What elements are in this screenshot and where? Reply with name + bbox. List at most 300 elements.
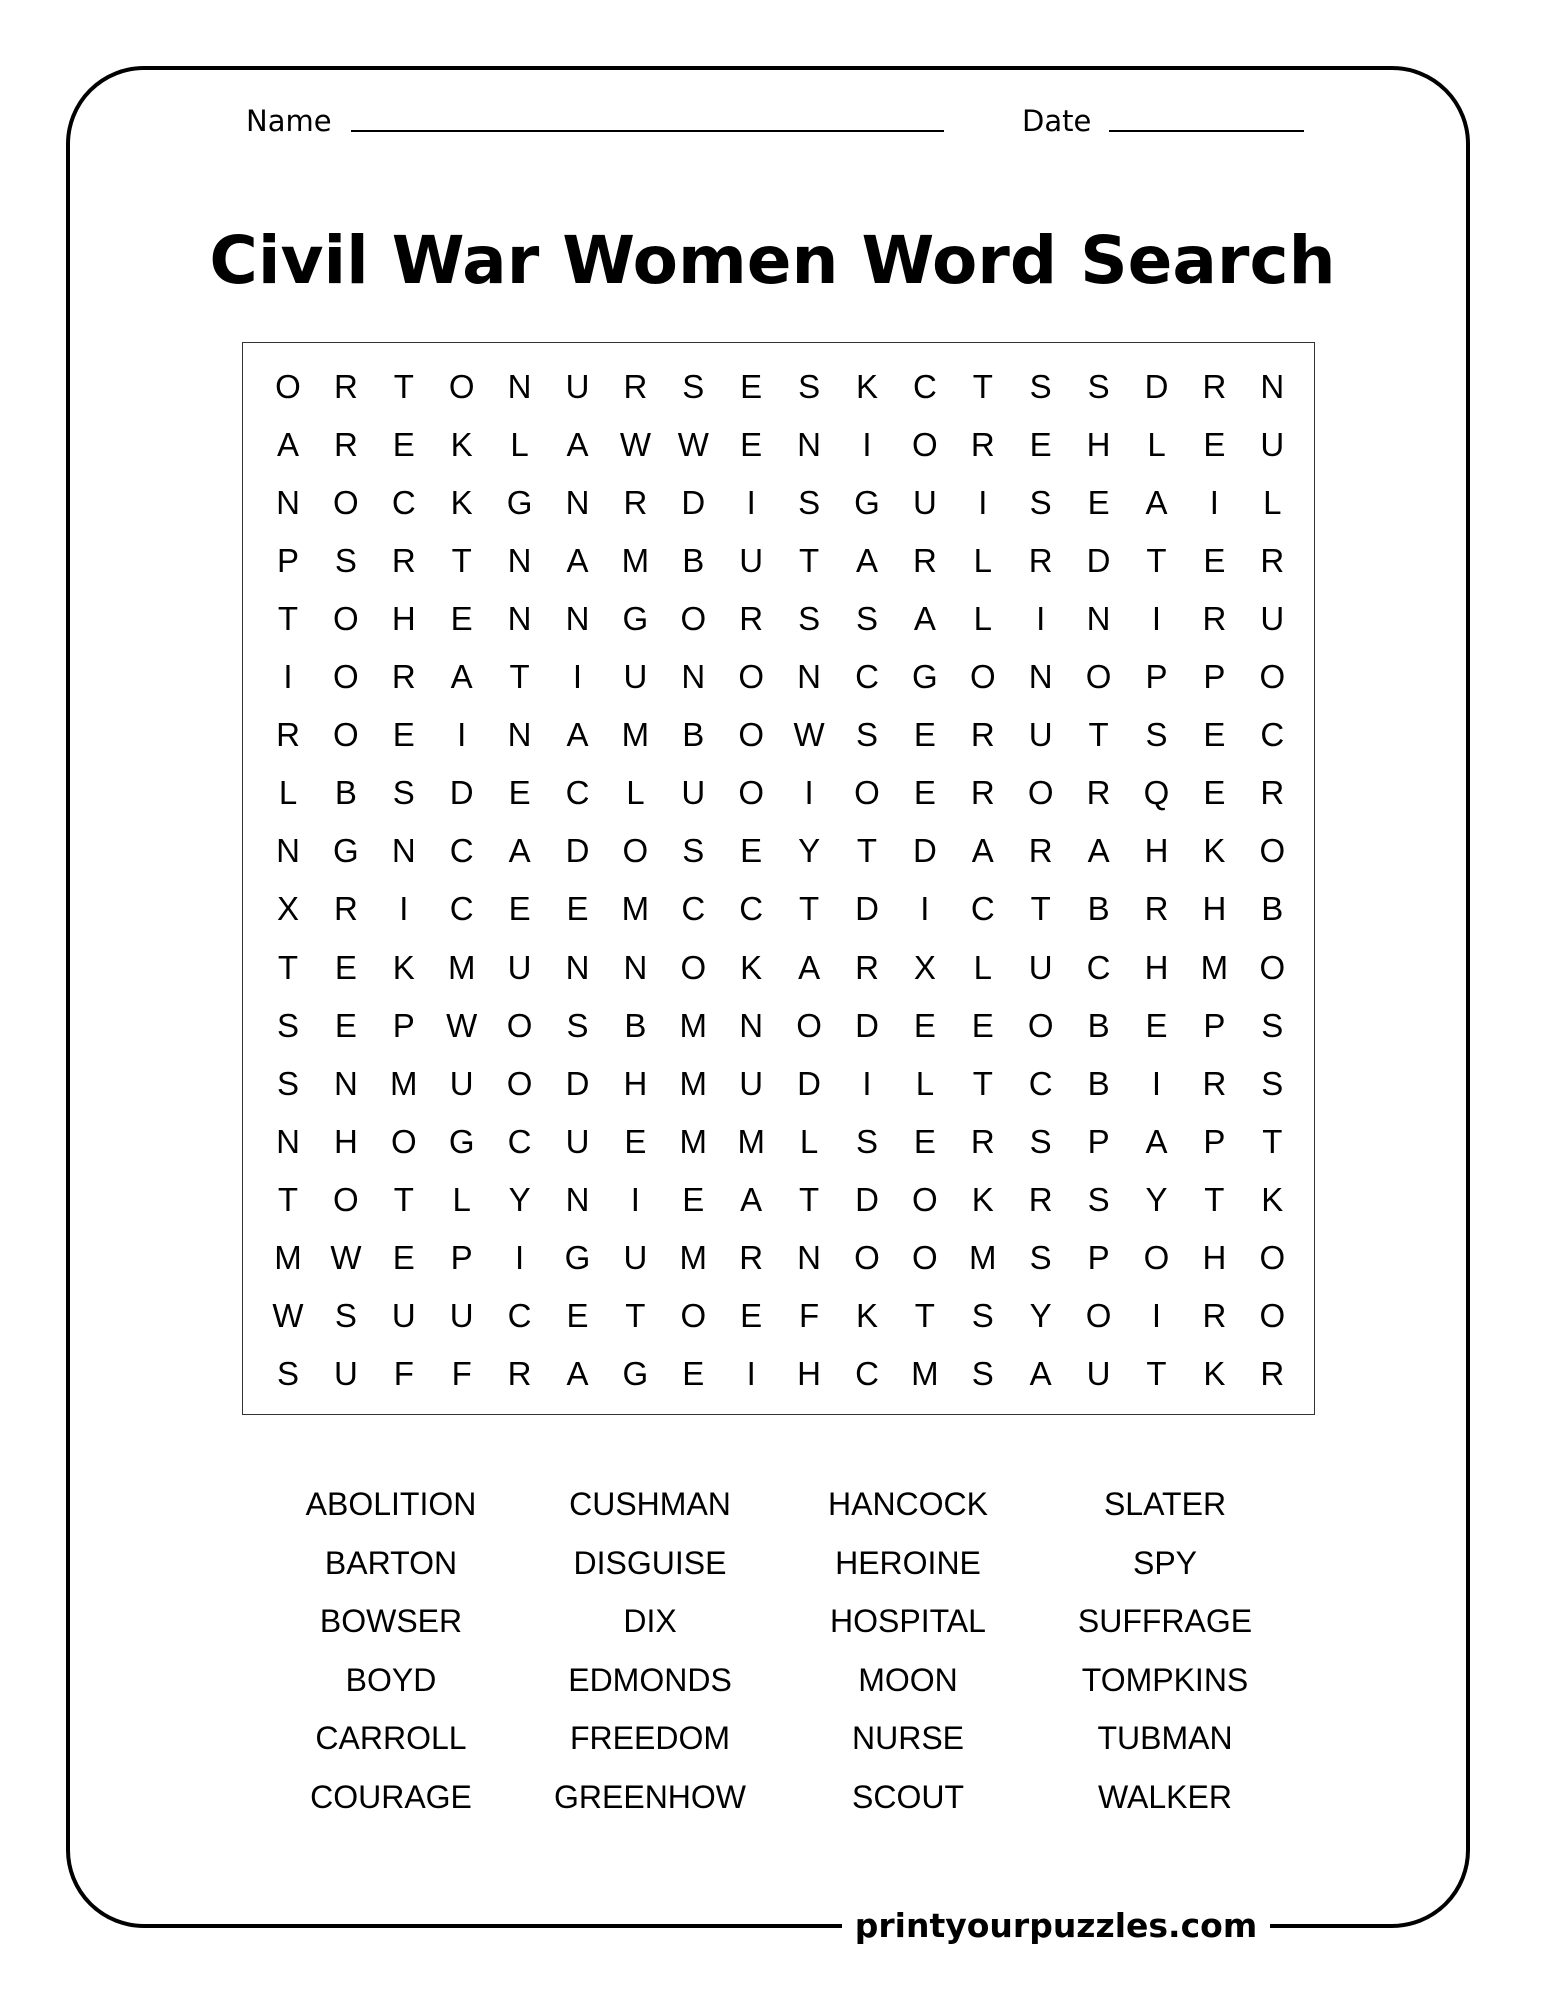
grid-letter[interactable]: T [1146, 1354, 1167, 1392]
grid-letter[interactable]: L [915, 1064, 935, 1102]
grid-letter[interactable]: L [799, 1122, 819, 1160]
grid-letter[interactable]: C [1260, 716, 1285, 754]
grid-letter[interactable]: M [679, 1122, 708, 1160]
grid-letter[interactable]: E [1203, 716, 1226, 754]
grid-letter[interactable]: O [390, 1122, 417, 1160]
grid-letter[interactable]: R [1086, 774, 1111, 812]
grid-letter[interactable]: T [856, 832, 878, 870]
grid-letter[interactable]: K [450, 426, 473, 464]
grid-letter[interactable]: R [739, 600, 764, 638]
grid-letter[interactable]: E [1203, 426, 1226, 464]
grid-letter[interactable]: L [1263, 484, 1282, 522]
grid-letter[interactable]: R [912, 542, 937, 580]
grid-letter[interactable]: N [797, 426, 822, 464]
grid-letter[interactable]: L [1147, 426, 1166, 464]
grid-letter[interactable]: E [334, 1006, 357, 1044]
grid-letter[interactable]: O [333, 484, 359, 522]
grid-letter[interactable]: S [334, 542, 357, 580]
grid-letter[interactable]: D [681, 484, 706, 522]
grid-letter[interactable]: P [1203, 1006, 1226, 1044]
grid-letter[interactable]: S [276, 1006, 299, 1044]
grid-letter[interactable]: B [682, 542, 705, 580]
grid-letter[interactable]: E [1203, 774, 1226, 812]
grid-letter[interactable]: O [1259, 832, 1286, 870]
grid-letter[interactable]: N [797, 1238, 822, 1276]
grid-letter[interactable]: I [978, 484, 988, 522]
grid-letter[interactable]: M [274, 1238, 302, 1276]
grid-letter[interactable]: F [799, 1296, 820, 1334]
grid-letter[interactable]: N [623, 948, 648, 986]
grid-letter[interactable]: R [391, 542, 416, 580]
grid-letter[interactable]: U [565, 1122, 590, 1160]
grid-letter[interactable]: Y [798, 832, 821, 870]
grid-letter[interactable]: C [449, 890, 474, 928]
grid-letter[interactable]: C [681, 890, 706, 928]
grid-letter[interactable]: O [275, 368, 301, 405]
grid-letter[interactable]: H [1144, 832, 1169, 870]
grid-letter[interactable]: E [508, 774, 531, 812]
grid-letter[interactable]: R [333, 890, 358, 928]
grid-letter[interactable]: O [738, 716, 765, 754]
grid-letter[interactable]: G [622, 1354, 649, 1392]
grid-letter[interactable]: R [970, 774, 995, 812]
grid-letter[interactable]: E [334, 948, 357, 986]
grid-letter[interactable]: E [740, 832, 763, 870]
grid-letter[interactable]: T [393, 368, 414, 405]
grid-letter[interactable]: G [506, 484, 533, 522]
grid-letter[interactable]: L [510, 426, 529, 464]
grid-letter[interactable]: A [566, 1354, 589, 1392]
grid-letter[interactable]: A [1145, 484, 1168, 522]
grid-letter[interactable]: M [737, 1122, 765, 1160]
grid-letter[interactable]: T [625, 1296, 646, 1334]
grid-letter[interactable]: N [565, 484, 590, 522]
grid-letter[interactable]: S [1029, 1122, 1052, 1160]
grid-letter[interactable]: R [1202, 368, 1227, 405]
grid-letter[interactable]: C [912, 368, 937, 405]
grid-letter[interactable]: M [1200, 948, 1229, 986]
grid-letter[interactable]: I [515, 1238, 525, 1276]
grid-letter[interactable]: I [457, 716, 467, 754]
grid-letter[interactable]: E [392, 426, 415, 464]
grid-letter[interactable]: O [333, 716, 359, 754]
grid-letter[interactable]: E [682, 1354, 705, 1392]
grid-letter[interactable]: N [507, 600, 532, 638]
grid-letter[interactable]: O [333, 1180, 359, 1218]
grid-letter[interactable]: A [913, 600, 936, 638]
grid-letter[interactable]: P [1145, 658, 1168, 696]
grid-letter[interactable]: S [566, 1006, 589, 1044]
grid-letter[interactable]: M [911, 1354, 939, 1392]
grid-letter[interactable]: E [392, 716, 415, 754]
grid-letter[interactable]: E [450, 600, 473, 638]
grid-letter[interactable]: L [278, 774, 298, 812]
grid-letter[interactable]: S [276, 1354, 299, 1392]
grid-letter[interactable]: T [393, 1180, 414, 1218]
grid-letter[interactable]: S [1261, 1064, 1284, 1102]
grid-letter[interactable]: P [450, 1238, 473, 1276]
grid-letter[interactable]: I [572, 658, 583, 696]
grid-letter[interactable]: S [971, 1296, 994, 1334]
grid-letter[interactable]: K [1203, 1354, 1226, 1392]
grid-letter[interactable]: M [447, 948, 476, 986]
grid-letter[interactable]: H [333, 1122, 358, 1160]
grid-letter[interactable]: N [797, 658, 822, 696]
grid-letter[interactable]: E [740, 368, 763, 405]
grid-letter[interactable]: W [330, 1238, 362, 1276]
grid-letter[interactable]: R [1028, 542, 1053, 580]
grid-letter[interactable]: U [912, 484, 937, 522]
grid-letter[interactable]: E [508, 890, 531, 928]
grid-letter[interactable]: O [1259, 658, 1286, 696]
grid-letter[interactable]: S [334, 1296, 357, 1334]
grid-letter[interactable]: T [799, 890, 820, 928]
grid-letter[interactable]: S [1145, 716, 1168, 754]
grid-letter[interactable]: A [450, 658, 473, 696]
grid-letter[interactable]: B [1261, 890, 1284, 928]
grid-letter[interactable]: H [1086, 426, 1111, 464]
grid-letter[interactable]: A [566, 542, 589, 580]
grid-letter[interactable]: C [507, 1122, 532, 1160]
grid-letter[interactable]: K [1203, 832, 1226, 870]
grid-letter[interactable]: O [506, 1064, 533, 1102]
grid-letter[interactable]: C [391, 484, 416, 522]
grid-letter[interactable]: F [393, 1354, 414, 1392]
grid-letter[interactable]: C [1028, 1064, 1053, 1102]
grid-letter[interactable]: T [799, 542, 820, 580]
grid-letter[interactable]: E [682, 1180, 705, 1218]
grid-letter[interactable]: E [1145, 1006, 1168, 1044]
grid-letter[interactable]: N [507, 716, 532, 754]
grid-letter[interactable]: N [333, 1064, 358, 1102]
grid-letter[interactable]: L [452, 1180, 471, 1218]
grid-letter[interactable]: S [276, 1064, 299, 1102]
grid-letter[interactable]: T [277, 600, 299, 638]
grid-letter[interactable]: D [565, 1064, 590, 1102]
grid-letter[interactable]: O [448, 368, 475, 405]
grid-letter[interactable]: O [1259, 948, 1286, 986]
grid-letter[interactable]: E [1203, 542, 1226, 580]
grid-letter[interactable]: C [449, 832, 474, 870]
grid-letter[interactable]: S [855, 600, 878, 638]
grid-letter[interactable]: I [804, 774, 814, 812]
grid-letter[interactable]: R [1260, 774, 1285, 812]
grid-letter[interactable]: K [855, 1296, 878, 1334]
grid-letter[interactable]: E [913, 774, 936, 812]
grid-letter[interactable]: S [971, 1354, 994, 1392]
grid-letter[interactable]: B [334, 774, 357, 812]
grid-letter[interactable]: A [566, 716, 589, 754]
grid-letter[interactable]: W [677, 426, 709, 464]
grid-letter[interactable]: S [855, 1122, 878, 1160]
grid-letter[interactable]: T [914, 1296, 935, 1334]
grid-letter[interactable]: E [1029, 426, 1052, 464]
grid-letter[interactable]: U [565, 368, 590, 405]
grid-letter[interactable]: R [970, 426, 995, 464]
grid-letter[interactable]: S [682, 832, 705, 870]
grid-letter[interactable]: D [565, 832, 590, 870]
grid-letter[interactable]: I [862, 426, 872, 464]
grid-letter[interactable]: K [855, 368, 878, 405]
grid-letter[interactable]: P [392, 1006, 415, 1044]
grid-letter[interactable]: D [912, 832, 937, 870]
grid-letter[interactable]: R [739, 1238, 764, 1276]
grid-letter[interactable]: N [1086, 600, 1111, 638]
grid-letter[interactable]: S [682, 368, 705, 405]
grid-letter[interactable]: O [912, 1180, 938, 1218]
grid-letter[interactable]: I [1209, 484, 1219, 522]
grid-letter[interactable]: R [855, 948, 879, 986]
grid-letter[interactable]: T [799, 1180, 820, 1218]
grid-letter[interactable]: O [680, 600, 707, 638]
grid-letter[interactable]: P [1087, 1238, 1110, 1276]
grid-letter[interactable]: O [333, 658, 359, 696]
grid-letter[interactable]: S [1029, 1238, 1052, 1276]
grid-letter[interactable]: R [970, 716, 995, 754]
grid-letter[interactable]: M [621, 716, 650, 754]
grid-letter[interactable]: H [623, 1064, 648, 1102]
grid-letter[interactable]: U [1260, 426, 1285, 464]
grid-letter[interactable]: C [739, 890, 764, 928]
grid-letter[interactable]: R [1260, 542, 1285, 580]
grid-letter[interactable]: N [276, 1122, 300, 1160]
grid-letter[interactable]: E [913, 1006, 936, 1044]
grid-letter[interactable]: A [1087, 832, 1110, 870]
grid-letter[interactable]: G [854, 484, 880, 522]
grid-letter[interactable]: U [623, 658, 648, 696]
grid-letter[interactable]: S [1087, 368, 1110, 405]
grid-letter[interactable]: I [1151, 1296, 1162, 1334]
grid-letter[interactable]: M [621, 542, 650, 580]
grid-letter[interactable]: L [973, 948, 992, 986]
grid-letter[interactable]: B [1087, 890, 1110, 928]
grid-letter[interactable]: R [333, 368, 358, 405]
grid-letter[interactable]: C [507, 1296, 532, 1334]
grid-letter[interactable]: T [1262, 1122, 1283, 1160]
grid-letter[interactable]: U [333, 1354, 358, 1392]
grid-letter[interactable]: O [680, 1296, 707, 1334]
grid-letter[interactable]: N [565, 948, 590, 986]
grid-letter[interactable]: K [1261, 1180, 1284, 1218]
grid-letter[interactable]: I [746, 484, 756, 522]
date-field-line[interactable] [1109, 130, 1304, 132]
grid-letter[interactable]: Y [508, 1180, 531, 1218]
grid-letter[interactable]: O [969, 658, 996, 696]
grid-letter[interactable]: O [912, 1238, 938, 1276]
grid-letter[interactable]: X [276, 890, 299, 928]
grid-letter[interactable]: U [681, 774, 706, 812]
grid-letter[interactable]: N [681, 658, 706, 696]
grid-letter[interactable]: O [796, 1006, 822, 1044]
grid-letter[interactable]: U [449, 1296, 474, 1334]
grid-letter[interactable]: I [746, 1354, 756, 1392]
grid-letter[interactable]: N [391, 832, 416, 870]
grid-letter[interactable]: M [390, 1064, 418, 1102]
grid-letter[interactable]: R [623, 484, 648, 522]
grid-letter[interactable]: R [276, 716, 300, 754]
grid-letter[interactable]: G [564, 1238, 591, 1276]
grid-letter[interactable]: N [276, 484, 300, 522]
grid-letter[interactable]: R [391, 658, 416, 696]
grid-letter[interactable]: U [1260, 600, 1285, 638]
grid-letter[interactable]: R [623, 368, 648, 405]
grid-letter[interactable]: C [565, 774, 590, 812]
grid-letter[interactable]: C [855, 658, 879, 696]
grid-letter[interactable]: R [1028, 1180, 1053, 1218]
grid-letter[interactable]: U [739, 1064, 764, 1102]
grid-letter[interactable]: E [566, 1296, 589, 1334]
grid-letter[interactable]: K [450, 484, 473, 522]
grid-letter[interactable]: R [333, 426, 358, 464]
name-field-line[interactable] [351, 130, 944, 132]
grid-letter[interactable]: D [855, 1180, 879, 1218]
grid-letter[interactable]: U [449, 1064, 474, 1102]
grid-letter[interactable]: Y [1145, 1180, 1168, 1218]
grid-letter[interactable]: G [333, 832, 359, 870]
grid-letter[interactable]: W [793, 716, 825, 754]
grid-letter[interactable]: C [855, 1354, 879, 1392]
grid-letter[interactable]: C [970, 890, 995, 928]
grid-letter[interactable]: O [622, 832, 649, 870]
grid-letter[interactable]: E [740, 1296, 763, 1334]
grid-letter[interactable]: D [797, 1064, 822, 1102]
grid-letter[interactable]: S [855, 716, 878, 754]
grid-letter[interactable]: S [798, 484, 821, 522]
grid-letter[interactable]: E [913, 716, 936, 754]
grid-letter[interactable]: I [630, 1180, 640, 1218]
grid-letter[interactable]: S [798, 600, 821, 638]
grid-letter[interactable]: L [973, 542, 992, 580]
grid-letter[interactable]: O [1259, 1296, 1286, 1334]
grid-letter[interactable]: A [971, 832, 994, 870]
grid-letter[interactable]: A [1145, 1122, 1168, 1160]
grid-letter[interactable]: D [1086, 542, 1111, 580]
grid-letter[interactable]: O [738, 774, 765, 812]
grid-letter[interactable]: E [971, 1006, 994, 1044]
grid-letter[interactable]: A [566, 426, 589, 464]
grid-letter[interactable]: G [448, 1122, 475, 1160]
grid-letter[interactable]: T [451, 542, 472, 580]
grid-letter[interactable]: D [1144, 368, 1169, 405]
grid-letter[interactable]: T [1146, 542, 1167, 580]
grid-letter[interactable]: D [449, 774, 474, 812]
grid-letter[interactable]: N [565, 1180, 590, 1218]
grid-letter[interactable]: K [392, 948, 415, 986]
grid-letter[interactable]: P [276, 542, 299, 580]
grid-letter[interactable]: R [1202, 1296, 1227, 1334]
grid-letter[interactable]: C [1086, 948, 1111, 986]
grid-letter[interactable]: L [973, 600, 992, 638]
grid-letter[interactable]: M [621, 890, 650, 928]
grid-letter[interactable]: O [738, 658, 765, 696]
grid-letter[interactable]: I [399, 890, 409, 928]
grid-letter[interactable]: I [920, 890, 930, 928]
grid-letter[interactable]: I [1151, 1064, 1162, 1102]
grid-letter[interactable]: O [1143, 1238, 1170, 1276]
grid-letter[interactable]: Q [1143, 774, 1170, 812]
grid-letter[interactable]: M [679, 1238, 708, 1276]
grid-letter[interactable]: W [619, 426, 651, 464]
grid-letter[interactable]: O [680, 948, 707, 986]
grid-letter[interactable]: A [855, 542, 878, 580]
grid-letter[interactable]: Y [1029, 1296, 1052, 1334]
grid-letter[interactable]: B [1087, 1064, 1110, 1102]
grid-letter[interactable]: N [507, 542, 532, 580]
grid-letter[interactable]: S [1029, 484, 1052, 522]
grid-letter[interactable]: W [272, 1296, 304, 1334]
grid-letter[interactable]: A [740, 1180, 763, 1218]
grid-letter[interactable]: T [1030, 890, 1051, 928]
grid-letter[interactable]: M [679, 1064, 708, 1102]
grid-letter[interactable]: F [451, 1354, 472, 1392]
grid-letter[interactable]: R [1144, 890, 1169, 928]
grid-letter[interactable]: A [798, 948, 821, 986]
grid-letter[interactable]: B [624, 1006, 647, 1044]
grid-letter[interactable]: U [1028, 948, 1053, 986]
grid-letter[interactable]: R [507, 1354, 532, 1392]
grid-letter[interactable]: D [855, 890, 879, 928]
grid-letter[interactable]: N [739, 1006, 764, 1044]
grid-letter[interactable]: O [506, 1006, 533, 1044]
grid-letter[interactable]: R [1202, 1064, 1227, 1102]
grid-letter[interactable]: R [1028, 832, 1053, 870]
grid-letter[interactable]: O [1085, 1296, 1112, 1334]
grid-letter[interactable]: E [392, 1238, 415, 1276]
grid-letter[interactable]: L [626, 774, 645, 812]
grid-letter[interactable]: P [1203, 658, 1226, 696]
grid-letter[interactable]: O [854, 774, 880, 812]
grid-letter[interactable]: O [1259, 1238, 1286, 1276]
grid-letter[interactable]: U [391, 1296, 416, 1334]
grid-letter[interactable]: U [507, 948, 532, 986]
grid-letter[interactable]: H [1202, 890, 1227, 928]
grid-letter[interactable]: U [1086, 1354, 1111, 1392]
grid-letter[interactable]: I [1036, 600, 1046, 638]
grid-letter[interactable]: R [970, 1122, 995, 1160]
grid-letter[interactable]: O [1027, 774, 1054, 812]
grid-letter[interactable]: E [624, 1122, 647, 1160]
grid-letter[interactable]: B [1087, 1006, 1110, 1044]
grid-letter[interactable]: A [276, 426, 299, 464]
grid-letter[interactable]: K [971, 1180, 994, 1218]
grid-letter[interactable]: A [508, 832, 531, 870]
grid-letter[interactable]: D [855, 1006, 879, 1044]
grid-letter[interactable]: H [391, 600, 416, 638]
grid-letter[interactable]: W [446, 1006, 478, 1044]
grid-letter[interactable]: S [798, 368, 821, 405]
grid-letter[interactable]: I [1151, 600, 1162, 638]
grid-letter[interactable]: O [1027, 1006, 1054, 1044]
grid-letter[interactable]: O [1085, 658, 1112, 696]
grid-letter[interactable]: K [740, 948, 763, 986]
grid-letter[interactable]: I [283, 658, 293, 696]
grid-letter[interactable]: O [912, 426, 938, 464]
grid-letter[interactable]: E [913, 1122, 936, 1160]
grid-letter[interactable]: N [1260, 368, 1285, 405]
grid-letter[interactable]: N [507, 368, 532, 405]
grid-letter[interactable]: O [854, 1238, 880, 1276]
grid-letter[interactable]: U [623, 1238, 648, 1276]
grid-letter[interactable]: S [1261, 1006, 1284, 1044]
grid-letter[interactable]: O [333, 600, 359, 638]
grid-letter[interactable]: I [862, 1064, 872, 1102]
grid-letter[interactable]: U [1028, 716, 1053, 754]
grid-letter[interactable]: R [1202, 600, 1227, 638]
grid-letter[interactable]: A [1029, 1354, 1052, 1392]
grid-letter[interactable]: T [1088, 716, 1109, 754]
grid-letter[interactable]: T [1204, 1180, 1225, 1218]
grid-letter[interactable]: M [969, 1238, 997, 1276]
